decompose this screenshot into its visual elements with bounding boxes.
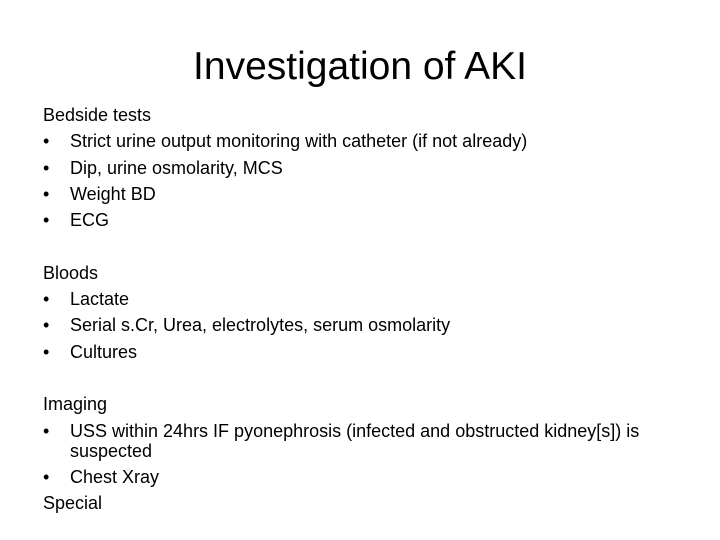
section-bedside bbox=[43, 102, 703, 233]
bullet-glyph: • bbox=[43, 341, 50, 362]
list-item-text: Weight BD bbox=[70, 183, 156, 204]
bullet-glyph: • bbox=[43, 420, 50, 441]
slide-title: Investigation of AKI bbox=[193, 45, 527, 88]
section-spacer bbox=[43, 365, 703, 391]
bullet-glyph: • bbox=[43, 157, 50, 178]
section-bloods bbox=[43, 260, 703, 365]
bullet-list-bloods bbox=[43, 286, 703, 365]
section-special bbox=[43, 490, 703, 516]
list-item bbox=[43, 418, 703, 464]
list-item-text: Lactate bbox=[70, 289, 130, 310]
bullet-glyph: • bbox=[43, 131, 50, 152]
list-item bbox=[43, 207, 703, 233]
list-item-text: Serial s.Cr, Urea, electrolytes, serum osmolarity bbox=[70, 315, 451, 336]
bullet-glyph: • bbox=[43, 183, 50, 204]
bullet-list-bedside bbox=[43, 128, 703, 233]
list-item bbox=[43, 339, 703, 365]
list-item bbox=[43, 464, 703, 490]
section-imaging bbox=[43, 391, 703, 490]
list-item-text: USS within 24hrs IF pyonephrosis (infected and obstructed kidney[s]) is suspected bbox=[70, 420, 640, 461]
bullet-glyph: • bbox=[43, 466, 50, 487]
section-spacer bbox=[43, 233, 703, 259]
bullet-glyph: • bbox=[43, 289, 50, 310]
list-item bbox=[43, 128, 703, 154]
section-heading-imaging: Imaging bbox=[43, 394, 108, 415]
list-item-text: ECG bbox=[70, 210, 110, 231]
list-item bbox=[43, 155, 703, 181]
section-heading-special: Special bbox=[43, 492, 103, 513]
list-item-text: Cultures bbox=[70, 341, 138, 362]
list-item bbox=[43, 312, 703, 338]
bullet-glyph: • bbox=[43, 210, 50, 231]
bullet-glyph: • bbox=[43, 315, 50, 336]
section-heading-bloods: Bloods bbox=[43, 262, 99, 283]
list-item-text: Strict urine output monitoring with catheter (if not already) bbox=[70, 131, 528, 152]
list-item-text: Chest Xray bbox=[70, 466, 160, 487]
section-heading-bedside: Bedside tests bbox=[43, 105, 152, 125]
bullet-list-imaging bbox=[43, 418, 703, 490]
slide-body bbox=[43, 102, 703, 516]
list-item bbox=[43, 181, 703, 207]
list-item-text: Dip, urine osmolarity, MCS bbox=[70, 157, 283, 178]
list-item bbox=[43, 286, 703, 312]
